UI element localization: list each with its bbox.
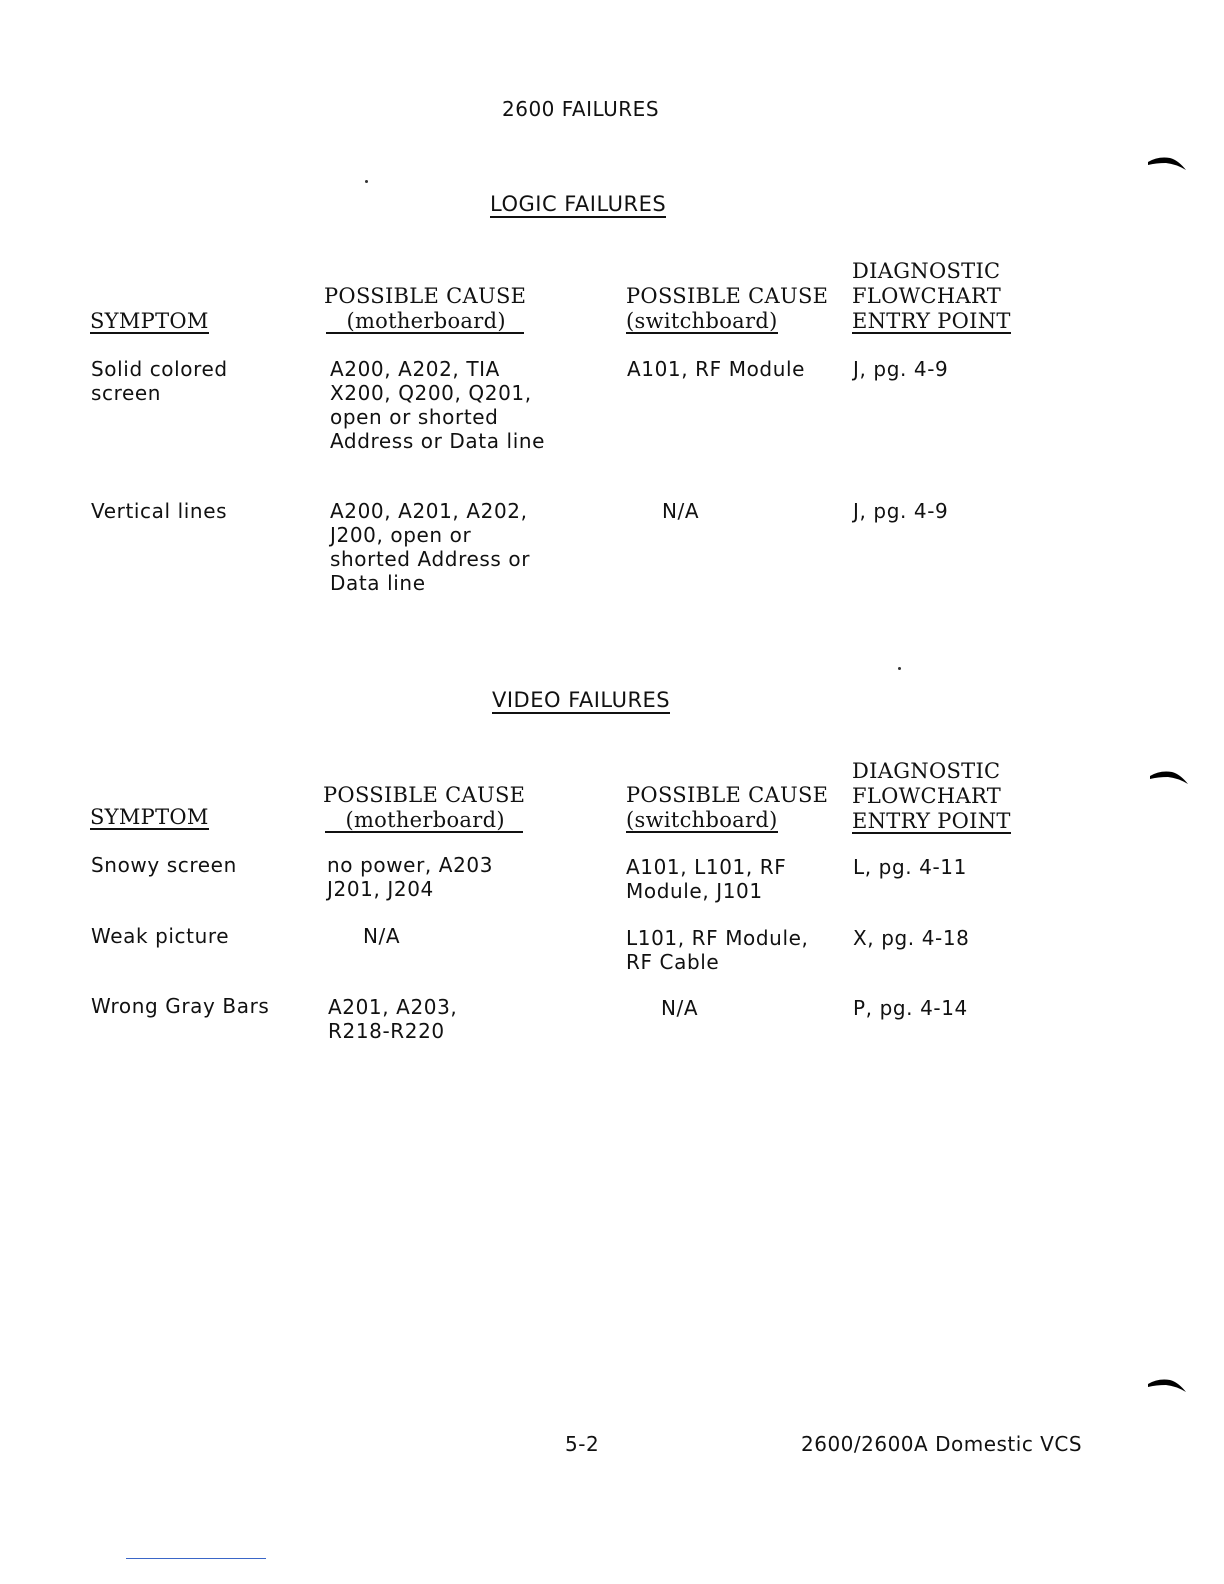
logic-header-cause-sw-line1: POSSIBLE CAUSE: [626, 284, 829, 308]
logic-header-diag-line1: DIAGNOSTIC: [852, 259, 1001, 283]
logic-header-diag-line2: FLOWCHART: [852, 284, 1002, 308]
manual-title: 2600/2600A Domestic VCS: [801, 1432, 1083, 1456]
logic-row2-entry: J, pg. 4-9: [853, 499, 949, 523]
speck: [898, 667, 901, 670]
logic-header-symptom: [90, 309, 209, 334]
video-header-symptom-label: SYMPTOM: [90, 805, 209, 829]
logic-header-cause-switchboard: [626, 284, 828, 334]
video-row1-symptom: Snowy screen: [91, 853, 237, 877]
logic-header-symptom-label: SYMPTOM: [90, 309, 209, 333]
video-header-cause-sw-line1: POSSIBLE CAUSE: [626, 783, 829, 807]
video-row3-entry: P, pg. 4-14: [853, 996, 968, 1020]
video-row1-motherboard: no power, A203 J201, J204: [327, 853, 494, 901]
video-header-cause-switchboard: [626, 783, 828, 833]
video-header-cause-sw-line2: (switchboard): [626, 808, 778, 832]
binder-mark-middle: [1150, 770, 1188, 784]
logic-row1-entry: J, pg. 4-9: [853, 357, 949, 381]
video-row3-symptom: Wrong Gray Bars: [91, 994, 270, 1018]
page-number: 5-2: [565, 1432, 600, 1456]
logic-row1-motherboard: A200, A202, TIA X200, Q200, Q201, open or shorted Address or Data line: [330, 357, 546, 453]
logic-header-cause-sw-line2: (switchboard): [626, 309, 778, 333]
video-row2-symptom: Weak picture: [91, 924, 230, 948]
video-header-diag-line3: ENTRY POINT: [852, 809, 1011, 833]
video-row1-entry: L, pg. 4-11: [853, 855, 967, 879]
logic-header-cause-mb-line1: POSSIBLE CAUSE: [324, 284, 527, 308]
logic-row2-switchboard: N/A: [662, 499, 700, 523]
speck: [365, 180, 368, 183]
logic-header-cause-motherboard: [324, 284, 526, 334]
video-header-symptom: [90, 805, 209, 830]
logic-header-diagnostic: [852, 259, 1011, 334]
video-row2-switchboard: L101, RF Module, RF Cable: [626, 926, 809, 974]
logic-row1-switchboard: A101, RF Module: [627, 357, 806, 381]
logic-row2-symptom: Vertical lines: [91, 499, 228, 523]
logic-header-diag-line3: ENTRY POINT: [852, 309, 1011, 333]
video-header-cause-mb-line2: (motherboard): [325, 809, 522, 833]
video-header-diag-line2: FLOWCHART: [852, 784, 1002, 808]
logic-section-title: LOGIC FAILURES: [490, 192, 667, 216]
binder-mark-top: [1148, 156, 1186, 170]
video-row2-entry: X, pg. 4-18: [853, 926, 970, 950]
binder-mark-bottom: [1148, 1378, 1186, 1392]
video-section-title: VIDEO FAILURES: [492, 688, 671, 712]
page-title: 2600 FAILURES: [502, 97, 660, 121]
video-row3-motherboard: A201, A203, R218-R220: [328, 995, 458, 1043]
logic-header-cause-mb-line2: (motherboard): [326, 310, 523, 334]
video-header-cause-motherboard: [323, 783, 525, 833]
logic-row2-motherboard: A200, A201, A202, J200, open or shorted Address or Data line: [330, 499, 531, 595]
video-header-cause-mb-line1: POSSIBLE CAUSE: [323, 783, 526, 807]
video-row2-motherboard: N/A: [363, 924, 401, 948]
video-row3-switchboard: N/A: [661, 996, 699, 1020]
video-header-diag-line1: DIAGNOSTIC: [852, 759, 1001, 783]
video-row1-switchboard: A101, L101, RF Module, J101: [626, 855, 787, 903]
scan-edge-line: [126, 1558, 266, 1559]
video-header-diagnostic: [852, 759, 1011, 834]
logic-row1-symptom: Solid colored screen: [91, 357, 228, 405]
